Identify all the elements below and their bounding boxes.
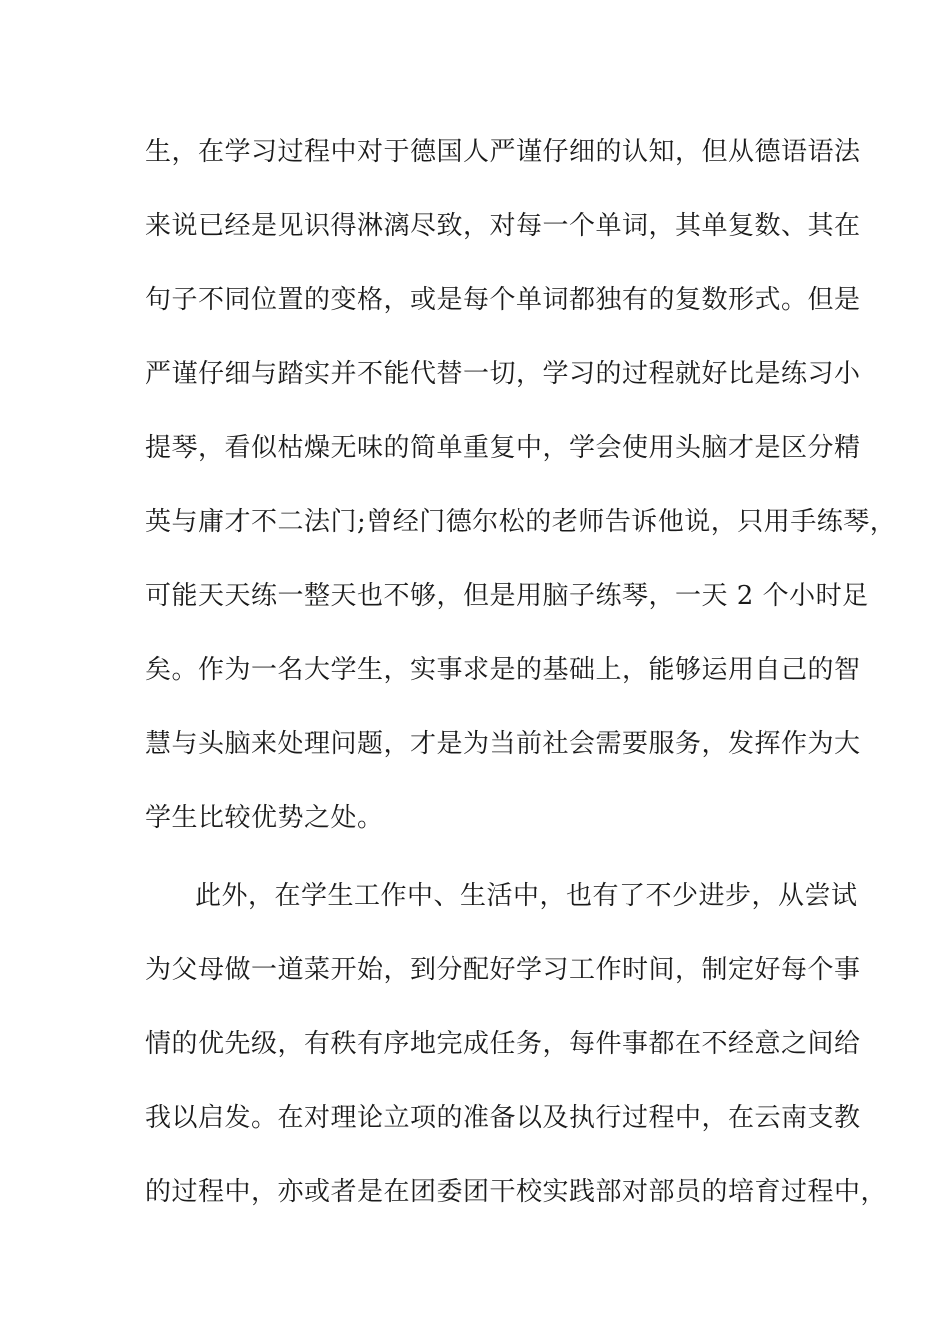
paragraph-line: 为父母做一道菜开始，到分配好学习工作时间，制定好每个事 [145,955,861,985]
paragraph-line: 提琴，看似枯燥无味的简单重复中，学会使用头脑才是区分精 [145,433,861,463]
paragraph-line: 我以启发。在对理论立项的准备以及执行过程中，在云南支教 [145,1103,861,1133]
paragraph-line: 此外，在学生工作中、生活中，也有了不少进步，从尝试 [195,881,858,911]
paragraph-line: 生，在学习过程中对于德国人严谨仔细的认知，但从德语语法 [145,137,861,167]
paragraph-line: 情的优先级，有秩有序地完成任务，每件事都在不经意之间给 [145,1029,861,1059]
paragraph-line: 的过程中，亦或者是在团委团干校实践部对部员的培育过程中， [145,1177,888,1207]
paragraph-line: 学生比较优势之处。 [145,803,384,833]
paragraph-line: 来说已经是见识得淋漓尽致，对每一个单词，其单复数、其在 [145,211,861,241]
paragraph-line: 英与庸才不二法门;曾经门德尔松的老师告诉他说，只用手练琴， [145,507,897,537]
paragraph-line: 慧与头脑来处理问题，才是为当前社会需要服务，发挥作为大 [145,729,861,759]
paragraph-line: 矣。作为一名大学生，实事求是的基础上，能够运用自己的智 [145,655,861,685]
paragraph-line: 可能天天练一整天也不够，但是用脑子练琴，一天 2 个小时足 [145,581,869,611]
paragraph-line: 句子不同位置的变格，或是每个单词都独有的复数形式。但是 [145,285,861,315]
paragraph-line: 严谨仔细与踏实并不能代替一切，学习的过程就好比是练习小 [145,359,861,389]
